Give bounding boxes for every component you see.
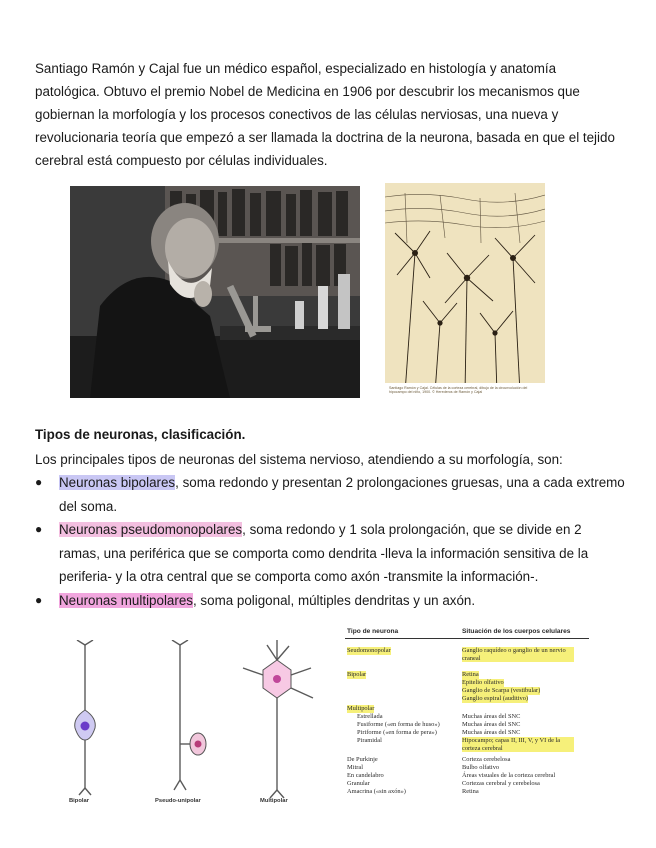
table-cell-location: Muchas áreas del SNC [462,721,521,728]
list-item [35,518,625,589]
table-cell-type: Estrellada [357,713,383,720]
term-bipolar: Neuronas bipolares [59,475,176,490]
list-item [35,471,625,518]
cajal-neuron-drawing [385,183,545,398]
term-multipolar: Neuronas multipolares [59,592,193,608]
table-cell-type: Bipolar [347,671,367,678]
term-description: , soma redondo y 1 sola prolongación, que se divide en 2 ramas, una periférica que se comporta como dendrita -lleva la información sensitiva de la periferia- y la otra central que se comporta como axón -transmite la información-. [59,522,589,584]
table-cell-location: Retina [462,788,479,795]
neuron-types-figure [55,640,325,810]
header-rule [345,638,589,639]
table-cell-type: Piriforme («en forma de pera») [357,729,437,736]
neuron-types-illustration [55,640,325,810]
table-cell-type: En candelabro [347,772,384,779]
term-pseudomonopolar: Neuronas pseudomonopolares [59,522,243,537]
table-cell-type: Seudomonopolar [347,647,391,654]
table-cell-type: Amacrina («sin axón») [347,788,406,795]
intro-paragraph: Santiago Ramón y Cajal fue un médico español, especializado en histología y anatomía patológica. Obtuvo el premio Nobel de Medicina en 1906 por descubrir los mecanismos que gobiernan la morfología y los procesos conectivos de las células nerviosas, una nueva y revolucionaria teoría que empezó a ser llamada la doctrina de la neurona, basada en que el tejido cerebral está compuesto por células individuales. [35,61,615,168]
table-cell-type: Piramidal [357,737,382,744]
photo-illustration [70,186,360,398]
term-description: , soma redondo y presentan 2 prolongaciones gruesas, una a cada extremo del soma. [59,475,625,514]
section-heading: Tipos de neuronas, clasificación. [35,427,246,442]
term-description: , soma poligonal, múltiples dendritas y un axón. [192,592,476,608]
table-cell-location: Hipocampo; capas II, III, V, y VI de la corteza cerebral [462,737,574,752]
bullet-icon: ● [35,522,43,536]
table-cell-location: Cortezas cerebral y cerebelosa [462,780,540,787]
bullet-icon: ● [35,475,43,489]
drawing-caption: Santiago Ramón y Cajal. Células de la corteza cerebral, dibujo de la circunvolución del hipocampo del niño, 1900. © Herederos de Ramón y Cajal [389,385,528,395]
label-multipolar: Multipolar [260,798,288,804]
col-header-location: Situación de los cuerpos celulares [462,628,571,635]
table-cell-type: Granular [347,780,370,787]
table-cell-location: Ganglio raquídeo o ganglio de un nervio craneal [462,647,574,662]
label-bipolar: Bipolar [69,798,89,804]
table-cell-location: Muchas áreas del SNC [462,729,521,736]
list-item [35,589,625,613]
neuron-type-list [35,471,625,612]
table-cell-location: Epitelio olfativo [462,679,504,686]
table-cell-location: Ganglio espiral (auditivo) [462,695,529,702]
table-cell-location: Muchas áreas del SNC [462,713,521,720]
table-cell-type: Multipolar [347,705,375,712]
table-cell-location: Bulbo olfativo [462,764,500,771]
neuron-drawing-illustration [385,183,545,398]
table-cell-type: De Purkinje [347,756,378,763]
table-cell-type: Mitral [347,764,363,771]
section-intro: Los principales tipos de neuronas del sistema nervioso, atendiendo a su morfología, son: [35,452,563,467]
cajal-microscope-photo [70,186,360,398]
neuron-location-table [342,628,592,808]
table-cell-location: Ganglio de Scarpa (vestibular) [462,687,541,694]
table-cell-location: Corteza cerebelosa [462,756,511,763]
table-cell-location: Retina [462,671,479,678]
label-pseudo-unipolar: Pseudo-unipolar [155,798,201,804]
bullet-icon: ● [35,592,43,607]
table-cell-location: Áreas visuales de la corteza cerebral [462,772,556,779]
table-cell-type: Fusiforme («en forma de huso») [357,721,440,728]
col-header-type: Tipo de neurona [347,628,399,635]
